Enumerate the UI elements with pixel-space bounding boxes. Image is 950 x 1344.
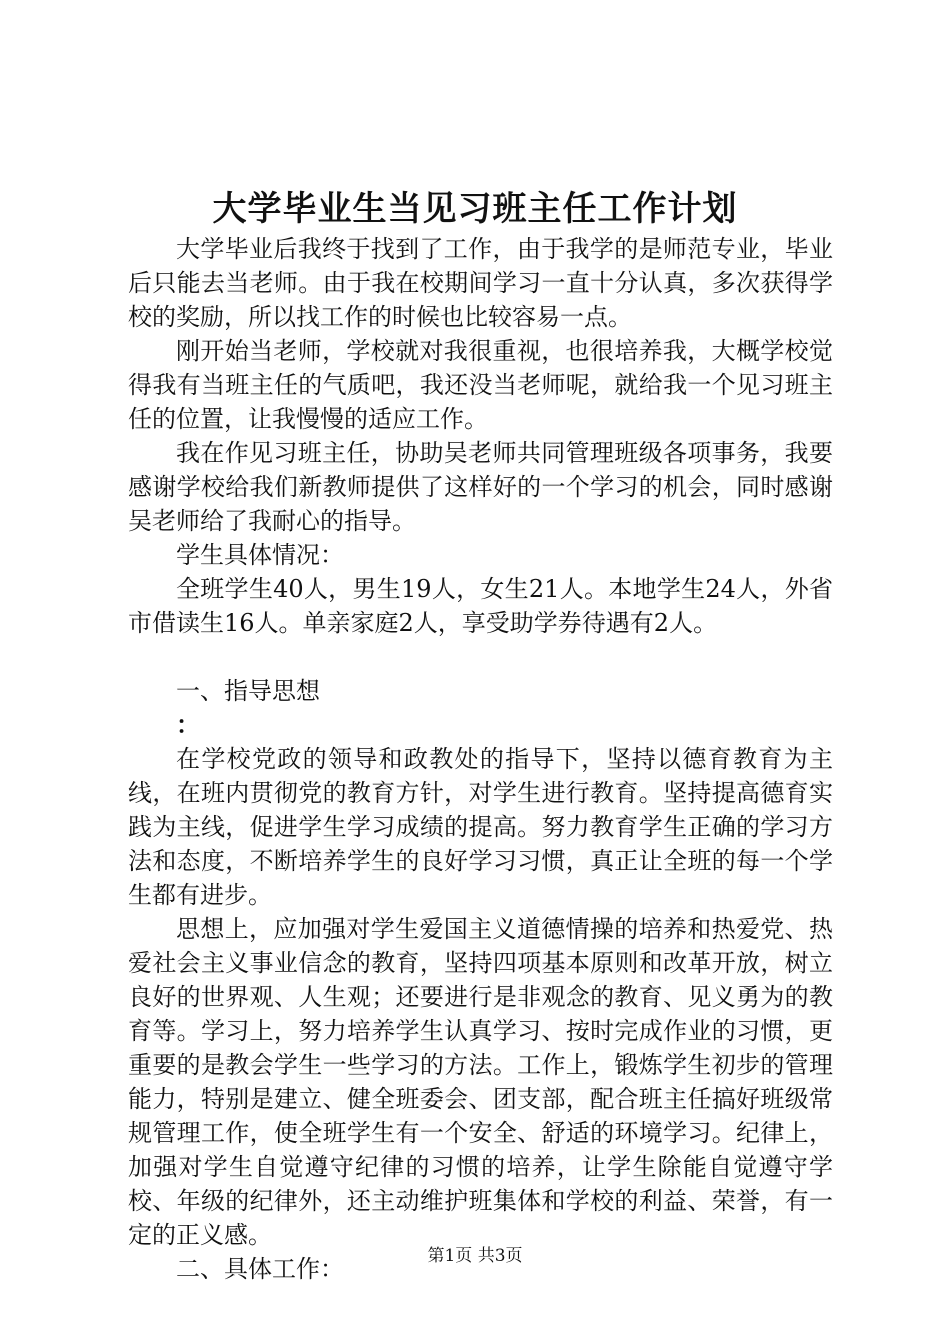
section-heading-guiding-thought: 一、指导思想 xyxy=(176,677,320,705)
paragraph-intro: 大学毕业后我终于找到了工作，由于我学的是师范专业，毕业后只能去当老师。由于我在校期间学习一直十分认真，多次获得学校的奖励，所以找工作的时候也比较容易一点。 xyxy=(128,235,833,331)
paragraph-student-situation-heading: 学生具体情况： xyxy=(176,541,344,569)
document-body xyxy=(128,232,833,1286)
paragraph-assistant-role: 我在作见习班主任，协助吴老师共同管理班级各项事务，我要感谢学校给我们新教师提供了这样好的一个学习的机会，同时感谢吴老师给了我耐心的指导。 xyxy=(128,439,833,535)
paragraph-thought-study-work-discipline: 思想上，应加强对学生爱国主义道德情操的培养和热爱党、热爱社会主义事业信念的教育，坚持四项基本原则和改革开放，树立良好的世界观、人生观；还要进行是非观念的教育、见义勇为的教育等。学习上，努力培养学生认真学习、按时完成作业的习惯，更重要的是教会学生一些学习的方法。工作上，锻炼学生初步的管理能力，特别是建立、健全班委会、团支部，配合班主任搞好班级常规管理工作，使全班学生有一个安全、舒适的环境学习。纪律上，加强对学生自觉遵守纪律的习惯的培养，让学生除能自觉遵守学校、年级的纪律外，还主动维护班集体和学校的利益、荣誉，有一定的正义感。 xyxy=(128,915,833,1249)
paragraph-student-stats: 全班学生40人，男生19人，女生21人。本地学生24人，外省市借读生16人。单亲家庭2人，享受助学券待遇有2人。 xyxy=(128,575,833,637)
page-number-footer: 第1页 共3页 xyxy=(427,1246,523,1266)
document-title: 大学毕业生当见习班主任工作计划 xyxy=(212,189,738,229)
section-heading-specific-work: 二、具体工作： xyxy=(176,1255,344,1283)
paragraph-start-teaching: 刚开始当老师，学校就对我很重视，也很培养我，大概学校觉得我有当班主任的气质吧，我还没当老师呢，就给我一个见习班主任的位置，让我慢慢的适应工作。 xyxy=(128,337,833,433)
paragraph-colon: ： xyxy=(176,710,200,739)
paragraph-guiding-thought: 在学校党政的领导和政教处的指导下，坚持以德育教育为主线，在班内贯彻党的教育方针，对学生进行教育。坚持提高德育实践为主线，促进学生学习成绩的提高。努力教育学生正确的学习方法和态度，不断培养学生的良好学习习惯，真正让全班的每一个学生都有进步。 xyxy=(128,745,833,909)
